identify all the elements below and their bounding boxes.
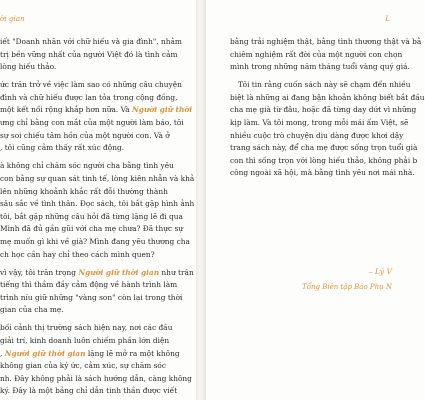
author-signature bbox=[302, 266, 392, 293]
text-line: ưng chỉ bằng con mắt của một người làm báo, tôi bbox=[0, 118, 184, 128]
paragraph-4 bbox=[0, 267, 192, 317]
text-line bbox=[0, 104, 192, 117]
text-line: sự soi chiếu tâm hồn của một người con. Và ở bbox=[0, 130, 170, 140]
text-fragment: một kết nối rộng khắp hơn nữa. Và bbox=[0, 105, 133, 115]
text-line: kịp làm. Và tôi mong, trong mỗi mái ấm Việt, sẽ bbox=[230, 118, 409, 128]
text-line: lên những khoảnh khắc rất đỗi thường thành bbox=[0, 186, 168, 196]
book-title-emphasis: Người giữ thời gian bbox=[78, 267, 160, 277]
text-line: trình níu giữ những "vàng son" còn lại trong thời bbox=[0, 292, 183, 302]
text-line: bối cảnh thị trường sách hiện nay, nơi các đầu bbox=[0, 323, 173, 333]
text-line bbox=[0, 267, 192, 280]
text-line bbox=[0, 348, 192, 361]
text-line: chiêm nghiệm rất đời của một người con chọn bbox=[230, 49, 403, 59]
text-line: cha mẹ già từ đâu, hoặc đã từng day dứt vì những bbox=[230, 105, 417, 115]
text-line: không gian của ký ức, cảm xúc, sự chăm sóc bbox=[0, 361, 167, 371]
text-line: ức trăn trở về việc làm sao có những câu chuyện bbox=[0, 80, 182, 90]
signature-title: Tổng Biên tập Báo Phụ N bbox=[302, 282, 392, 291]
running-head-left: ời gian bbox=[0, 14, 25, 23]
signature-name: – Lý V bbox=[368, 267, 392, 276]
running-head-right: L bbox=[385, 14, 390, 23]
paragraph-1 bbox=[230, 36, 422, 74]
text-line: con thì sống trọn với lòng hiếu thảo, không phải b bbox=[230, 155, 418, 165]
text-fragment: vì vậy, tôi trân trọng bbox=[0, 267, 79, 277]
text-line: à không chỉ chăm sóc người cha bằng tình yêu bbox=[0, 161, 174, 171]
text-line: nhiều cuộc trò chuyện dịu dàng được khơi dậy bbox=[230, 130, 404, 140]
left-page bbox=[0, 0, 196, 400]
book-gutter bbox=[196, 0, 206, 400]
text-line: ch học cần hay chỉ theo cách mình quen? bbox=[0, 249, 155, 259]
text-line: công ngoài xã hội, mà bằng tình yêu nơi mái nhà. bbox=[230, 168, 415, 178]
text-line: iết "Doanh nhân với chữ hiếu và gia đình", nhằm bbox=[0, 37, 182, 46]
text-line: lòng hiếu thảo. bbox=[0, 62, 57, 72]
book-title-emphasis: Người giữ thời gian bbox=[4, 348, 86, 358]
text-line: biệt là những ai đang bận khoản không biết bắt đầu bbox=[230, 92, 425, 102]
text-line: gian của cha mẹ. bbox=[0, 305, 64, 315]
text-line: mẹ muốn gì khi về già? Mình đang yêu thương cha bbox=[0, 236, 190, 246]
text-line: ký. Đây là một bảng chỉ dẫn tinh thần được viết bbox=[0, 386, 178, 396]
text-line: mình trong những năm tháng tuổi vàng quý giá. bbox=[230, 62, 410, 72]
text-line: con bằng sự quan sát tinh tế, lòng kiên nhẫn và khả bbox=[0, 173, 195, 183]
right-page-body bbox=[230, 36, 425, 180]
text-line: sâu sắc về tình thân. Đọc sách, tôi bắt gặp hình ảnh bbox=[0, 199, 195, 209]
text-line: trang sách này, để cha mẹ được sống trọn tuổi già bbox=[230, 143, 418, 153]
paragraph-3 bbox=[0, 160, 195, 261]
text-fragment: như trân bbox=[159, 267, 194, 277]
text-line: tiếng thì thầm đầy cảm động về hành trình làm bbox=[0, 280, 178, 290]
text-line: Tôi tin rằng cuốn sách này sẽ chạm đến nhiều bbox=[238, 80, 411, 90]
paragraph-1 bbox=[0, 36, 192, 74]
text-line: tôi, bắt gặp những câu hỏi đã từng lặng lẽ đi qua bbox=[0, 211, 183, 221]
text-line: giải trí, kinh doanh luôn chiếm phần lớn diện bbox=[0, 336, 170, 346]
text-line: bằng trải nghiệm thật, bằng tình thương thật và bằ bbox=[230, 37, 422, 46]
text-line: Mình đã đủ gần gũi với cha mẹ chưa? Đã thực sự bbox=[0, 224, 184, 234]
text-line: nh. Đây không phải là sách hướng dẫn, càng không bbox=[0, 373, 192, 383]
paragraph-5 bbox=[0, 322, 192, 398]
left-page-body bbox=[0, 36, 195, 398]
text-line: , tôi cũng cảm thấy rất xúc động. bbox=[0, 143, 125, 153]
text-fragment: , bbox=[0, 348, 5, 358]
book-title-emphasis: Người giữ thời bbox=[132, 105, 193, 115]
text-line: trị bền vững nhất của người Việt đó là tình cảm bbox=[0, 49, 178, 59]
paragraph-2 bbox=[230, 79, 425, 180]
right-page bbox=[206, 0, 425, 400]
paragraph-2 bbox=[0, 79, 192, 155]
text-line: đình và chữ hiếu được lan tỏa trong cộng đồng, bbox=[0, 92, 178, 102]
text-fragment: lặng lẽ mở ra một không bbox=[85, 348, 180, 358]
